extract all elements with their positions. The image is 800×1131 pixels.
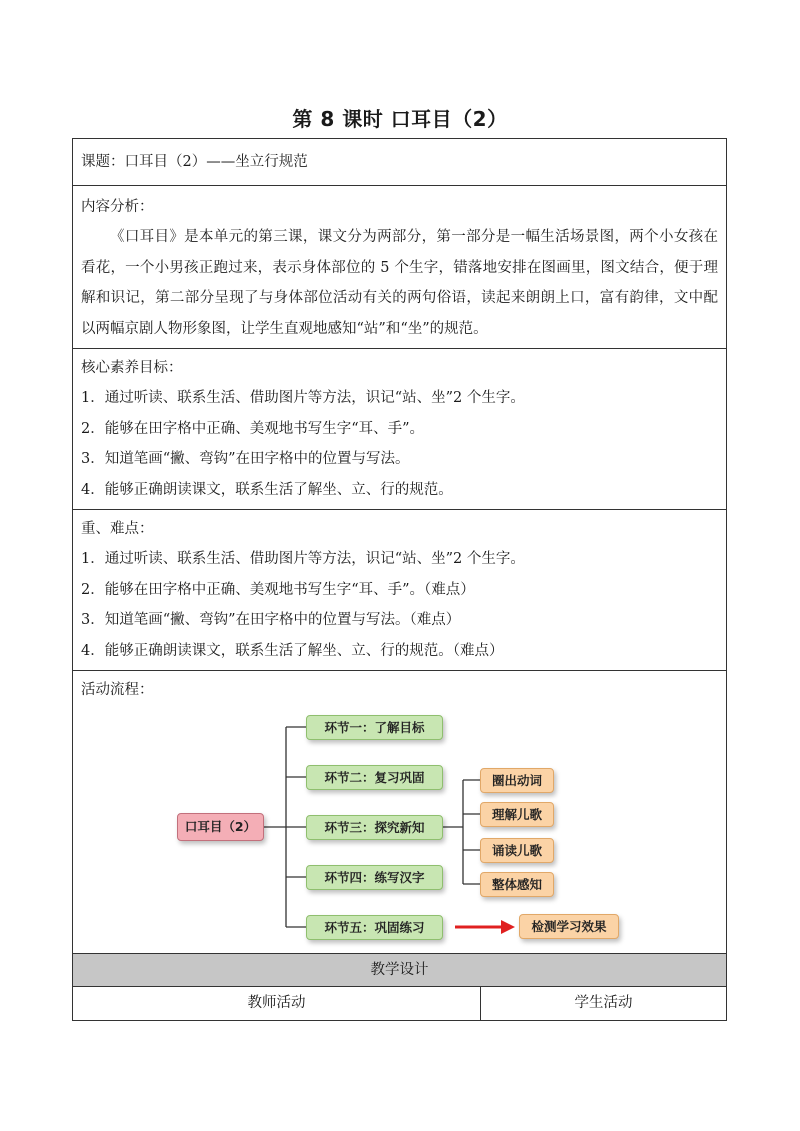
goal-item: 4．能够正确朗读课文，联系生活了解坐、立、行的规范。 xyxy=(81,481,453,498)
keypoint-item: 2．能够在田字格中正确、美观地书写生字“耳、手”。（难点） xyxy=(81,581,475,598)
step-node: 环节二：复习巩固 xyxy=(306,765,443,790)
analysis-row xyxy=(73,186,726,349)
goals-row xyxy=(73,349,726,510)
step-node: 环节四：练写汉字 xyxy=(306,865,443,890)
step-node: 环节一：了解目标 xyxy=(306,715,443,740)
flow-heading: 活动流程： xyxy=(81,682,154,698)
student-column-header: 学生活动 xyxy=(574,995,633,1011)
root-node: 口耳目（2） xyxy=(177,813,264,841)
step-node: 环节五：巩固练习 xyxy=(306,915,443,940)
flow-connectors xyxy=(73,671,726,954)
sub-node: 圈出动词 xyxy=(480,768,554,793)
goals-heading: 核心素养目标： xyxy=(81,360,183,376)
flow-diagram xyxy=(73,671,726,954)
goal-item: 2．能够在田字格中正确、美观地书写生字“耳、手”。 xyxy=(81,420,425,437)
sub-node: 诵读儿歌 xyxy=(480,838,554,863)
sub-node: 整体感知 xyxy=(480,872,554,897)
step-node: 环节三：探究新知 xyxy=(306,815,443,840)
design-header-row: 教学设计 xyxy=(73,954,726,987)
goal-item: 3．知道笔画“撇、弯钩”在田字格中的位置与写法。 xyxy=(81,451,410,467)
keypoint-item: 4．能够正确朗读课文，联系生活了解坐、立、行的规范。（难点） xyxy=(81,642,504,659)
check-node: 检测学习效果 xyxy=(519,914,619,939)
keypoints-row xyxy=(73,510,726,671)
sub-node: 理解儿歌 xyxy=(480,802,554,827)
analysis-heading: 内容分析： xyxy=(81,199,154,215)
activity-flow-row xyxy=(73,671,726,954)
lesson-plan-table xyxy=(72,138,727,1021)
check-arrow-head xyxy=(501,920,515,934)
keypoint-item: 1．通过听读、联系生活、借助图片等方法，识记“站、坐”2 个生字。 xyxy=(81,551,525,567)
goal-item: 1．通过听读、联系生活、借助图片等方法，识记“站、坐”2 个生字。 xyxy=(81,390,525,406)
page-title: 第 8 课时 口耳目（2） xyxy=(292,107,508,131)
design-columns-row xyxy=(73,987,726,1020)
keypoints-heading: 重、难点： xyxy=(81,521,154,537)
keypoint-item: 3．知道笔画“撇、弯钩”在田字格中的位置与写法。（难点） xyxy=(81,612,461,628)
analysis-paragraph: 《口耳目》是本单元的第三课，课文分为两部分，第一部分是一幅生活场景图，两个小女孩在看花，一个小男孩正跑过来，表示身体部位的 5 个生字，错落地安排在图画里，图文结合，便于理解和识记，第二部分呈现了与身体部位活动有关的两句俗语，读起来朗朗上口，富有韵律，文中配以两幅京剧人物形象图，让学生直观地感知“站”和“坐”的规范。 xyxy=(81,229,718,337)
topic-text: 课题：口耳目（2）——坐立行规范 xyxy=(81,153,308,170)
teacher-column-header: 教师活动 xyxy=(73,987,481,1020)
topic-row xyxy=(73,139,726,186)
